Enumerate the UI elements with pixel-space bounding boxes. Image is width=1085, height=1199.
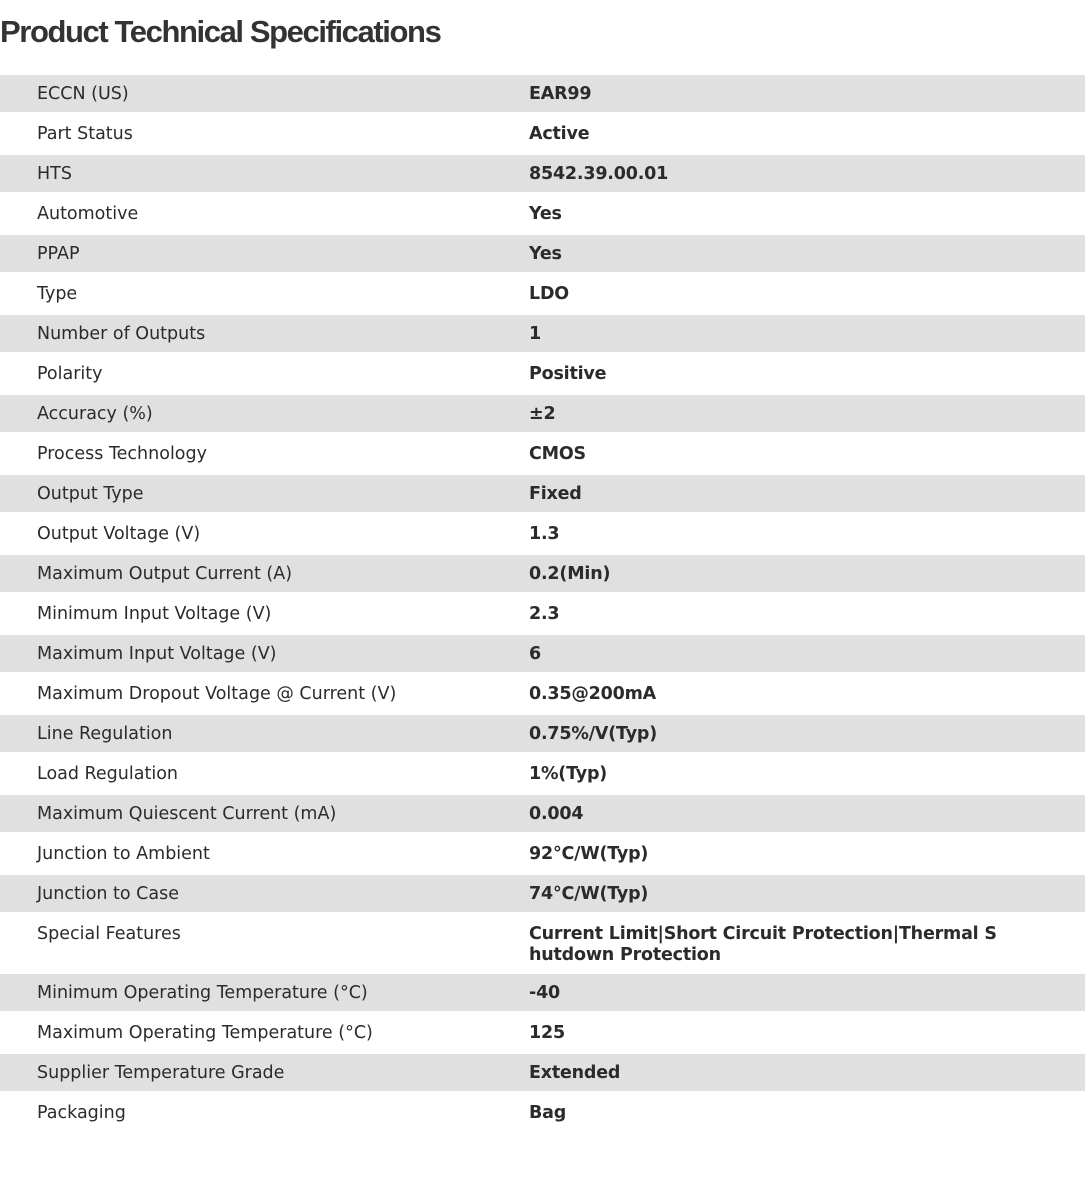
spec-value: Extended <box>529 1063 621 1083</box>
spec-row <box>0 595 1085 635</box>
spec-label: Part Status <box>37 124 133 144</box>
spec-row <box>0 75 1085 115</box>
spec-row <box>0 875 1085 915</box>
spec-value: Bag <box>529 1103 567 1123</box>
spec-table <box>0 75 1085 1134</box>
spec-value: Current Limit|Short Circuit Protection|Thermal Shutdown Protection <box>529 924 997 965</box>
spec-value: 0.75%/V(Typ) <box>529 724 658 744</box>
spec-label: Output Type <box>37 484 144 504</box>
spec-value: Fixed <box>529 484 582 504</box>
spec-value: 1 <box>529 324 541 344</box>
spec-row <box>0 1054 1085 1094</box>
spec-value: 1%(Typ) <box>529 764 608 784</box>
spec-label: PPAP <box>37 244 80 264</box>
spec-label: Special Features <box>37 924 181 944</box>
spec-row <box>0 195 1085 235</box>
spec-label: Minimum Operating Temperature (°C) <box>37 983 368 1003</box>
spec-label: Junction to Case <box>37 884 180 904</box>
spec-value: Positive <box>529 364 607 384</box>
spec-row <box>0 555 1085 595</box>
spec-row <box>0 715 1085 755</box>
spec-value: LDO <box>529 284 569 304</box>
spec-value: 0.2(Min) <box>529 564 611 584</box>
spec-value: Yes <box>529 204 562 224</box>
spec-row <box>0 1014 1085 1054</box>
spec-label: Polarity <box>37 364 103 384</box>
spec-label: Accuracy (%) <box>37 404 153 424</box>
spec-row <box>0 355 1085 395</box>
spec-label: Automotive <box>37 204 139 224</box>
spec-label: Output Voltage (V) <box>37 524 201 544</box>
spec-value: ±2 <box>529 404 556 424</box>
spec-value: 0.004 <box>529 804 584 824</box>
page-title: Product Technical Specifications <box>0 14 441 49</box>
spec-row <box>0 115 1085 155</box>
spec-row <box>0 475 1085 515</box>
spec-row <box>0 515 1085 555</box>
spec-label: Minimum Input Voltage (V) <box>37 604 272 624</box>
spec-label: HTS <box>37 164 72 184</box>
spec-value: EAR99 <box>529 84 592 104</box>
spec-label: Maximum Quiescent Current (mA) <box>37 804 337 824</box>
spec-row <box>0 315 1085 355</box>
spec-label: Packaging <box>37 1103 126 1123</box>
spec-label: Maximum Dropout Voltage @ Current (V) <box>37 684 397 704</box>
spec-value: 2.3 <box>529 604 560 624</box>
spec-row <box>0 675 1085 715</box>
spec-label: Junction to Ambient <box>37 844 210 864</box>
spec-row <box>0 395 1085 435</box>
spec-row <box>0 155 1085 195</box>
spec-row <box>0 635 1085 675</box>
spec-row <box>0 1094 1085 1134</box>
spec-row <box>0 795 1085 835</box>
spec-value: 0.35@200mA <box>529 684 656 704</box>
spec-value: Yes <box>529 244 562 264</box>
spec-label: Maximum Operating Temperature (°C) <box>37 1023 373 1043</box>
spec-label: Type <box>37 284 78 304</box>
spec-row <box>0 974 1085 1014</box>
spec-label: Maximum Input Voltage (V) <box>37 644 277 664</box>
spec-label: Number of Outputs <box>37 324 206 344</box>
spec-value: 8542.39.00.01 <box>529 164 669 184</box>
spec-row <box>0 835 1085 875</box>
spec-row <box>0 755 1085 795</box>
spec-label: ECCN (US) <box>37 84 129 104</box>
spec-value: Active <box>529 124 590 144</box>
spec-row <box>0 915 1085 974</box>
spec-label: Process Technology <box>37 444 207 464</box>
spec-value: 74°C/W(Typ) <box>529 884 649 904</box>
spec-value: 92°C/W(Typ) <box>529 844 649 864</box>
spec-row <box>0 235 1085 275</box>
spec-row <box>0 275 1085 315</box>
spec-value: 6 <box>529 644 541 664</box>
spec-label: Load Regulation <box>37 764 178 784</box>
spec-value: -40 <box>529 983 561 1003</box>
spec-label: Supplier Temperature Grade <box>37 1063 285 1083</box>
spec-value: 1.3 <box>529 524 560 544</box>
spec-label: Line Regulation <box>37 724 173 744</box>
spec-value: CMOS <box>529 444 586 464</box>
spec-label: Maximum Output Current (A) <box>37 564 293 584</box>
spec-row <box>0 435 1085 475</box>
spec-value: 125 <box>529 1023 565 1043</box>
